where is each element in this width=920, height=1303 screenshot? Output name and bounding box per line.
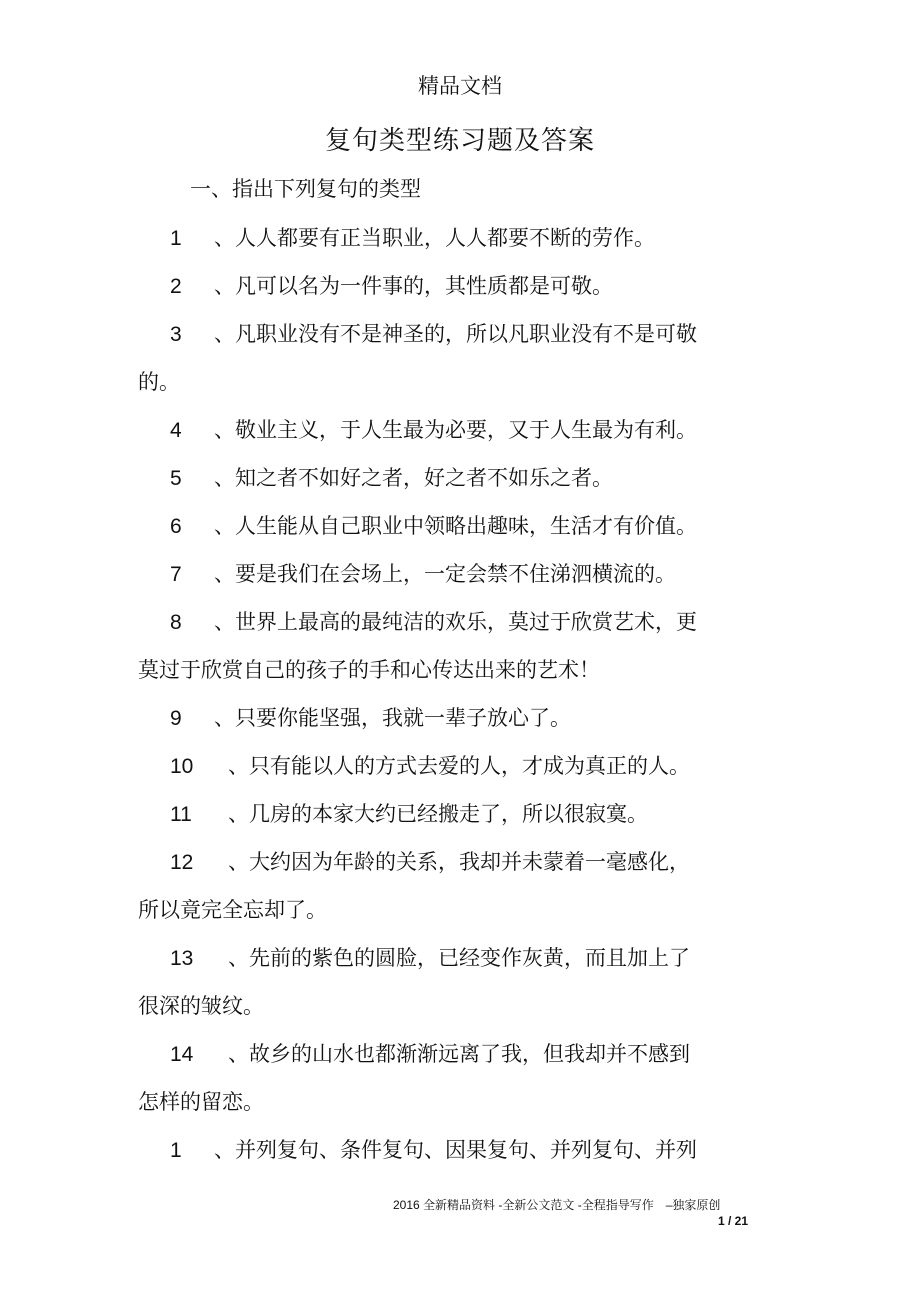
exercise-item <box>170 606 697 636</box>
exercise-item-continuation: 所以竟完全忘却了。 <box>138 898 327 922</box>
item-text: 、知之者不如好之者，好之者不如乐之者。 <box>214 466 613 490</box>
footer-text: 2016 全新精品资料 -全新公文范文 -全程指导写作 –独家原创 <box>393 1198 721 1212</box>
exercise-item-continuation: 的。 <box>138 370 180 394</box>
item-text: 、只要你能坚强，我就一辈子放心了。 <box>214 706 571 730</box>
section-heading: 一、指出下列复句的类型 <box>190 177 421 201</box>
exercise-item <box>170 222 655 252</box>
item-number: 14 <box>170 1043 194 1066</box>
item-number: 2 <box>170 275 182 298</box>
exercise-item <box>170 318 697 348</box>
exercise-item <box>170 798 648 828</box>
item-number: 11 <box>170 803 192 826</box>
exercise-item <box>170 702 571 732</box>
item-number: 7 <box>170 563 182 586</box>
page-title: 复句类型练习题及答案 <box>324 126 595 156</box>
exercise-item <box>170 558 676 588</box>
item-number: 6 <box>170 515 182 538</box>
item-number: 12 <box>170 851 194 874</box>
item-text: 、故乡的山水也都渐渐远离了我，但我却并不感到 <box>228 1042 690 1066</box>
exercise-item <box>170 270 613 300</box>
item-number: 4 <box>170 419 182 442</box>
exercise-item <box>170 462 613 492</box>
exercise-item <box>170 414 697 444</box>
exercise-item <box>170 510 697 540</box>
item-text: 、凡可以名为一件事的，其性质都是可敬。 <box>214 274 613 298</box>
exercise-item <box>170 1038 690 1068</box>
item-number: 13 <box>170 947 194 970</box>
item-text: 、先前的紫色的圆脸，已经变作灰黄，而且加上了 <box>228 946 690 970</box>
item-number: 9 <box>170 707 182 730</box>
item-number: 3 <box>170 323 182 346</box>
exercise-item-continuation: 莫过于欣赏自己的孩子的手和心传达出来的艺术！ <box>138 658 600 682</box>
item-text: 、人生能从自己职业中领略出趣味，生活才有价值。 <box>214 514 697 538</box>
exercise-item-continuation: 怎样的留恋。 <box>138 1090 264 1114</box>
item-text: 、人人都要有正当职业，人人都要不断的劳作。 <box>214 226 655 250</box>
header-label: 精品文档 <box>418 74 502 98</box>
answer-line <box>170 1134 697 1164</box>
item-text: 、敬业主义，于人生最为必要，又于人生最为有利。 <box>214 418 697 442</box>
item-text: 、世界上最高的最纯洁的欢乐，莫过于欣赏艺术，更 <box>214 610 697 634</box>
item-number: 8 <box>170 611 182 634</box>
item-text: 、凡职业没有不是神圣的，所以凡职业没有不是可敬 <box>214 322 697 346</box>
item-text: 、大约因为年龄的关系，我却并未蒙着一毫感化， <box>228 850 690 874</box>
item-text: 、要是我们在会场上，一定会禁不住涕泗横流的。 <box>214 562 676 586</box>
exercise-item <box>170 750 690 780</box>
exercise-item <box>170 942 690 972</box>
item-number: 5 <box>170 467 182 490</box>
item-number: 10 <box>170 755 194 778</box>
item-text: 、只有能以人的方式去爱的人，才成为真正的人。 <box>228 754 690 778</box>
page-number: 1 / 21 <box>718 1214 749 1228</box>
item-text: 、并列复句、条件复句、因果复句、并列复句、并列 <box>214 1138 697 1162</box>
item-text: 、几房的本家大约已经搬走了，所以很寂寞。 <box>228 802 648 826</box>
item-number: 1 <box>170 227 182 250</box>
exercise-item <box>170 846 690 876</box>
exercise-item-continuation: 很深的皱纹。 <box>138 994 264 1018</box>
item-number: 1 <box>170 1139 182 1162</box>
